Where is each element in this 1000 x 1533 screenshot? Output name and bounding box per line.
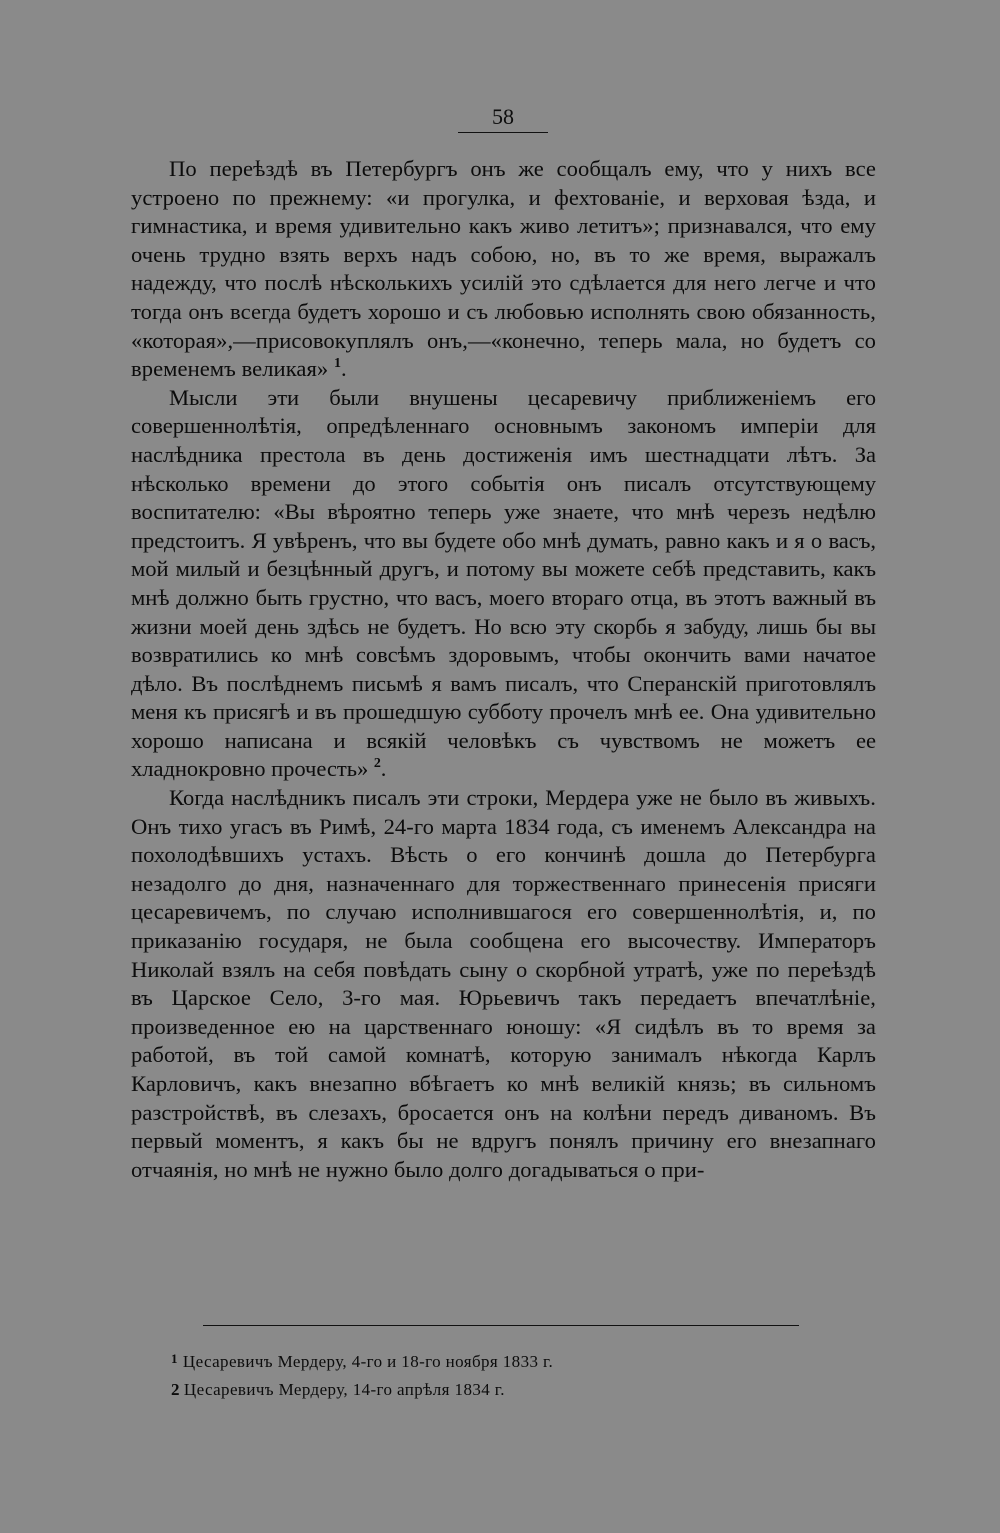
- footnote-1: [171, 1345, 871, 1376]
- page-header: [0, 104, 1000, 133]
- body-text: [131, 155, 876, 1184]
- paragraph-3: [131, 784, 876, 1184]
- paragraph-text: Мысли эти были внушены цесаревичу приближеніемъ его совершеннолѣтія, опредѣленнаго основнымъ закономъ имперіи для наслѣдника престола въ день достиженія имъ шестнадцати лѣтъ. За нѣсколько времени до этого событія онъ писалъ отсутствующему воспитателю: «Вы вѣроятно теперь уже знаете, что мнѣ черезъ недѣлю предстоитъ. Я увѣренъ, что вы будете обо мнѣ думать, равно какъ и я о васъ, мой милый и безцѣнный другъ, и потому вы можете себѣ представить, какъ мнѣ должно быть грустно, что васъ, моего втораго отца, въ этотъ важный въ жизни моей день здѣсь не будетъ. Но всю эту скорбь я забуду, лишь бы вы возвратились ко мнѣ совсѣмъ здоровымъ, чтобы окончить вами начатое дѣло. Въ послѣднемъ письмѣ я вамъ писалъ, что Сперанскій приготовлялъ меня къ присягѣ и въ прошедшую субботу прочелъ мнѣ ее. Она удивительно хорошо написана и всякій человѣкъ съ чувствомъ не можетъ ее хладнокровно прочесть»: [131, 384, 876, 782]
- footnote-number: 1: [171, 1351, 178, 1366]
- paragraph-text: По переѣздѣ въ Петербургъ онъ же сообщалъ ему, что у нихъ все устроено по прежнему: «и прогулка, и фехтованіе, и верховая ѣзда, и гимнастика, и время удивительно какъ живо летитъ»; признавался, что ему очень трудно взять верхъ надъ собою, но, въ то же время, выражалъ надежду, что послѣ нѣсколькихъ усилій это сдѣлается для него легче и что тогда онъ всегда будетъ хорошо и съ любовью исполнять свою обязанность, «которая»,—присовокуплялъ онъ,—«конечно, теперь мала, но будетъ со временемъ великая»: [131, 156, 876, 382]
- footnote-2: [171, 1376, 871, 1404]
- footnote-divider: [203, 1325, 799, 1326]
- paragraph-1: По переѣздѣ въ Петербургъ онъ же сообщалъ ему, что у нихъ все устроено по прежнему: «и прогулка, и фехтованіе, и верховая ѣзда, и гимнастика, и время удивительно какъ живо летитъ»; признавался, что ему очень трудно взять верхъ надъ собою, но, въ то же время, выражалъ надежду, что послѣ нѣсколькихъ усилій это сдѣлается для него легче и что тогда онъ всегда будетъ хорошо и съ любовью исполнять свою обязанность, «которая»,—присовокуплялъ онъ,—«конечно, теперь мала, но будетъ со временемъ великая» $^1$.: [131, 156, 876, 382]
- footnote-reference: 1: [333, 356, 342, 372]
- footnote-text: Цесаревичъ Мердеру, 4-го и 18-го ноября 1833 г.: [182, 1352, 554, 1371]
- footnotes: [171, 1345, 871, 1404]
- footnote-number: 2: [171, 1380, 180, 1399]
- page-number: 58: [458, 104, 548, 133]
- paragraph-text: Когда наслѣдникъ писалъ эти строки, Мердера уже не было въ живыхъ. Онъ тихо угасъ въ Римѣ, 24-го марта 1834 года, съ именемъ Александра на похолодѣвшихъ устахъ. Вѣсть о его кончинѣ дошла до Петербурга незадолго до дня, назначеннаго для торжественнаго принесенія присяги цесаревичемъ, по случаю исполнившагося его совершеннолѣтія, и, по приказанію государя, не была сообщена его высочеству. Императоръ Николай взялъ на себя повѣдать сыну о скорбной утратѣ, уже по переѣздѣ въ Царское Село, 3-го мая. Юрьевичъ такъ передаетъ впечатлѣніе, произведенное ею на царственнаго юношу: «Я сидѣлъ въ то время за работой, въ той самой комнатѣ, которую занималъ нѣкогда Карлъ Карловичъ, какъ внезапно вбѣгаетъ ко мнѣ великій князь; въ сильномъ разстройствѣ, въ слезахъ, бросается онъ на колѣни передъ диваномъ. Въ первый моментъ, я какъ бы не вдругъ понялъ причину его внезапнаго отчаянія, но мнѣ не нужно было долго догадываться о при-: [131, 785, 876, 1182]
- footnote-reference: 2: [373, 756, 381, 772]
- footnote-text: Цесаревичъ Мердеру, 14-го апрѣля 1834 г.: [183, 1380, 505, 1399]
- paragraph-2: Мысли эти были внушены цесаревичу приближеніемъ его совершеннолѣтія, опредѣленнаго основнымъ закономъ имперіи для наслѣдника престола въ день достиженія имъ шестнадцати лѣтъ. За нѣсколько времени до этого событія онъ писалъ отсутствующему воспитателю: «Вы вѣроятно теперь уже знаете, что мнѣ черезъ недѣлю предстоитъ. Я увѣренъ, что вы будете обо мнѣ думать, равно какъ и я о васъ, мой милый и безцѣнный другъ, и потому вы можете себѣ представить, какъ мнѣ должно быть грустно, что васъ, моего втораго отца, въ этотъ важный въ жизни моей день здѣсь не будетъ. Но всю эту скорбь я забуду, лишь бы вы возвратились ко мнѣ совсѣмъ здоровымъ, чтобы окончить вами начатое дѣло. Въ послѣднемъ письмѣ я вамъ писалъ, что Сперанскій приготовлялъ меня къ присягѣ и въ прошедшую субботу прочелъ мнѣ ее. Она удивительно хорошо написана и всякій человѣкъ съ чувствомъ не можетъ ее хладнокровно прочесть» $^2$.: [131, 384, 876, 782]
